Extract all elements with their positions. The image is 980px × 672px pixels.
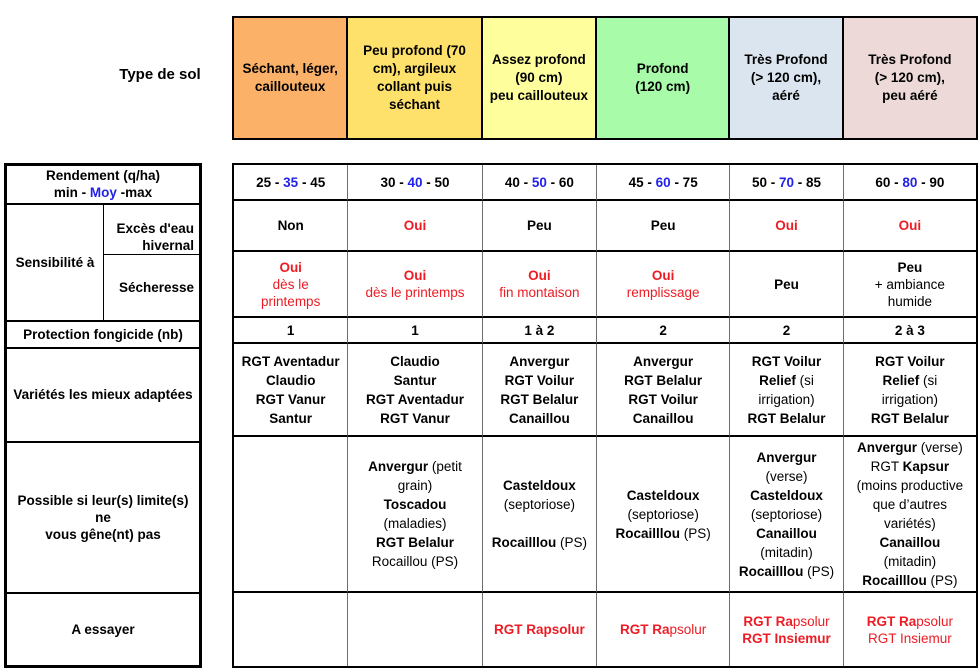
soil-col-header-3: Assez profond (90 cm) peu caillouteux: [483, 18, 597, 138]
rendement-value-col3: 40 - 50 - 60: [483, 165, 597, 201]
protection-value-col6: 2 à 3: [844, 318, 976, 344]
varietes-cell-col6: RGT Voilur Relief (si irrigation) RGT Belalur: [844, 344, 976, 437]
varietes-label-cell: Variétés les mieux adaptées: [7, 347, 199, 441]
possible-label-cell: Possible si leur(s) limite(s) ne vous gêne(nt) pas: [7, 441, 199, 592]
secheresse-value-col2: Oui dès le printemps: [348, 252, 482, 318]
soil-type-header-row: [232, 16, 978, 140]
exces-eau-value-col2: Oui: [348, 201, 482, 252]
secheresse-value-col1: Oui dès le printemps: [234, 252, 348, 318]
essayer-cell-col4: RGT Rapsolur: [597, 593, 730, 666]
soil-col-header-1: Séchant, léger, caillouteux: [234, 18, 348, 138]
varietes-cell-col3: Anvergur RGT Voilur RGT Belalur Canaillou: [483, 344, 597, 437]
protection-label-cell: Protection fongicide (nb): [7, 320, 199, 347]
possible-cell-col1: [234, 437, 348, 593]
protection-value-col5: 2: [730, 318, 843, 344]
data-grid: [232, 163, 978, 668]
rendement-value-col1: 25 - 35 - 45: [234, 165, 348, 201]
varietes-cell-col2: Claudio Santur RGT Aventadur RGT Vanur: [348, 344, 482, 437]
rendement-value-col5: 50 - 70 - 85: [730, 165, 843, 201]
soil-col-header-6: Très Profond (> 120 cm), peu aéré: [844, 18, 976, 138]
possible-cell-col4: Casteldoux (septoriose) Rocailllou (PS): [597, 437, 730, 593]
rendement-moy: Moy: [89, 185, 117, 201]
varietes-cell-col5: RGT Voilur Relief (si irrigation) RGT Belalur: [730, 344, 843, 437]
soil-col-header-2: Peu profond (70 cm), argileux collant puis séchant: [348, 18, 482, 138]
protection-value-col1: 1: [234, 318, 348, 344]
possible-cell-col2: Anvergur (petit grain) Toscadou (maladies) RGT Belalur Rocaillou (PS): [348, 437, 482, 593]
rendement-value-col6: 60 - 80 - 90: [844, 165, 976, 201]
essayer-cell-col1: [234, 593, 348, 666]
rendement-value-col2: 30 - 40 - 50: [348, 165, 482, 201]
possible-cell-col6: Anvergur (verse) RGT Kapsur (moins productive que d’autres variétés) Canaillou (mitadin) Rocailllou (PS): [844, 437, 976, 593]
exces-eau-value-col3: Peu: [483, 201, 597, 252]
varietes-cell-col4: Anvergur RGT Belalur RGT Voilur Canaillou: [597, 344, 730, 437]
exces-eau-label-cell: Excès d'eau hivernal: [103, 203, 199, 254]
essayer-cell-col6: RGT Rapsolur RGT Insiemur: [866, 613, 953, 646]
possible-cell-col3: Casteldoux (septoriose) Rocailllou (PS): [483, 437, 597, 593]
row-label-table: [4, 163, 202, 668]
protection-value-col4: 2: [597, 318, 730, 344]
exces-eau-value-col5: Oui: [730, 201, 843, 252]
secheresse-value-col4: Oui remplissage: [597, 252, 730, 318]
exces-eau-value-col4: Peu: [597, 201, 730, 252]
soil-col-header-4: Profond (120 cm): [597, 18, 730, 138]
secheresse-value-col5: Peu: [730, 252, 843, 318]
type-de-sol-label: Type de sol: [119, 66, 201, 83]
soil-col-header-5: Très Profond (> 120 cm), aéré: [730, 18, 843, 138]
essayer-label-cell: A essayer: [7, 592, 199, 665]
varietes-cell-col1: RGT Aventadur Claudio RGT Vanur Santur: [234, 344, 348, 437]
exces-eau-value-col1: Non: [234, 201, 348, 252]
rendement-value-col4: 45 - 60 - 75: [597, 165, 730, 201]
possible-cell-col5: Anvergur (verse) Casteldoux (septoriose) Canaillou (mitadin) Rocailllou (PS): [730, 437, 843, 593]
rendement-label-cell: [7, 166, 199, 203]
rendement-title: Rendement (q/ha): [45, 168, 160, 184]
protection-value-col2: 1: [348, 318, 482, 344]
essayer-cell-col5: RGT Rapsolur RGT Insiemur: [730, 593, 843, 666]
rendement-subtitle: min - Moy -max: [53, 185, 153, 201]
exces-eau-value-col6: Oui: [844, 201, 976, 252]
protection-value-col3: 1 à 2: [483, 318, 597, 344]
essayer-cell-col2: [348, 593, 482, 666]
secheresse-label-cell: Sécheresse: [103, 254, 199, 320]
secheresse-value-col3: Oui fin montaison: [483, 252, 597, 318]
secheresse-value-col6: Peu + ambiance humide: [844, 252, 976, 318]
sensibilite-label-cell: Sensibilité à: [7, 203, 103, 321]
essayer-cell-col3: RGT Rapsolur: [483, 593, 597, 666]
